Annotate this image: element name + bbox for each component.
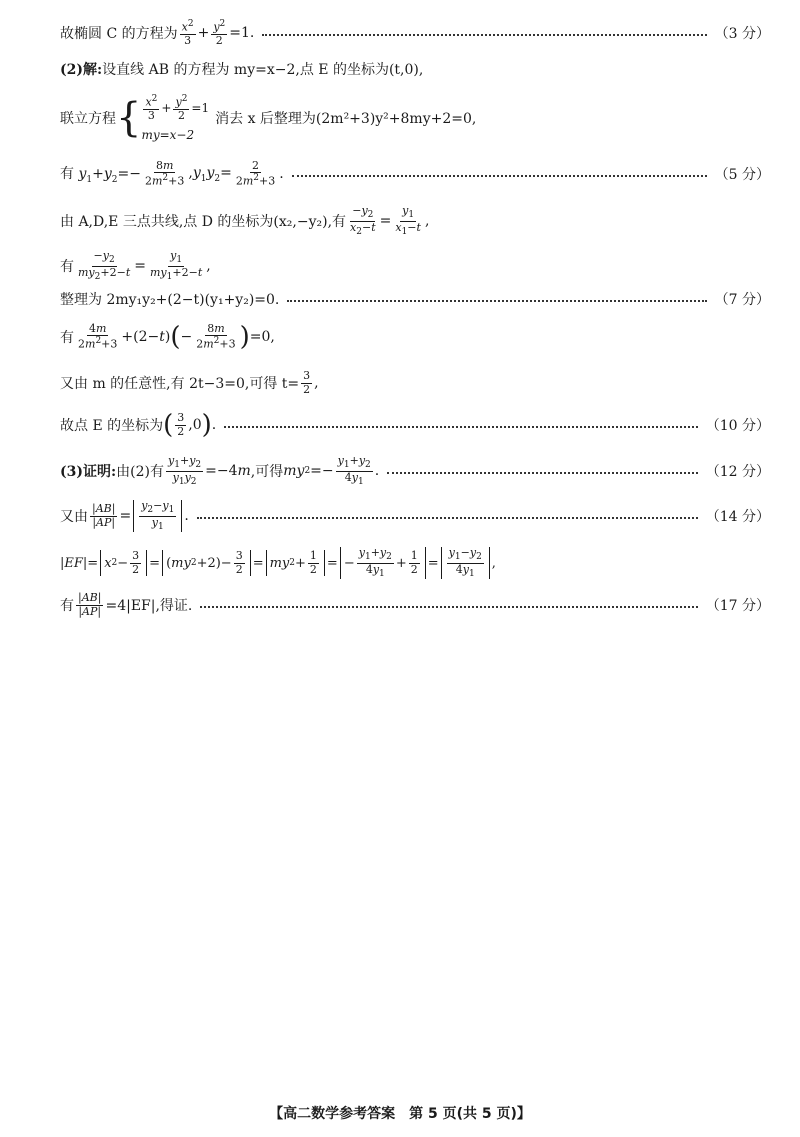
line-4: 有 $y_1+y_2=-$ $\frac{8m}{2m^2+3}$ $,y_1y_2=$ $\frac{2}{2m^2+3}$ . （5 分） — [60, 158, 770, 188]
score-10: （10 分） — [705, 418, 770, 434]
score-14: （14 分） — [705, 509, 770, 525]
dot-leader — [262, 34, 706, 36]
line-12: 又由 $\frac{|AB|}{|AP|}$ = $\frac{y_2-y_1}{y_1}$ . （14 分） — [60, 498, 770, 532]
score-5: （5 分） — [714, 167, 770, 183]
score-12: （12 分） — [705, 464, 770, 480]
score-3: （3 分） — [714, 26, 770, 42]
line-10: 故点 E 的坐标为 ( $\frac{3}{2}$ ,0 ) . （10 分） — [60, 410, 770, 440]
line-13: |EF|= x 2 − $\frac{3}{2}$ = ( my 2 +2)− $\frac{3}{2}$ = my 2 + $\frac{1}{2}$ = − $\frac{y_1+y_2}{4y_1}$ + $\frac{1}{2}$ = $\frac{y_1-y_2}{4y_1}$ , — [60, 545, 496, 579]
dot-leader — [387, 472, 698, 474]
dot-leader — [200, 606, 697, 608]
dot-leader — [197, 517, 698, 519]
page-footer: 【高二数学参考答案 第 5 页(共 5 页)】 — [269, 1106, 531, 1122]
line-7: 整理为 2my₁y₂+(2−t)(y₁+y₂)=0. （7 分） — [60, 288, 770, 310]
dot-leader — [292, 175, 707, 177]
dot-leader — [224, 426, 697, 428]
line-3: 联立方程 { $\frac{x^2}{3}$ + $\frac{y^2}{2}$ =1 my=x−2 消去 x 后整理为(2m²+3)y²+8my+2=0, — [60, 93, 477, 143]
line-9: 又由 m 的任意性,有 2t−3=0,可得 t= $\frac{3}{2}$ , — [60, 368, 319, 396]
line-2: (2)解: 设直线 AB 的方程为 my=x−2,点 E 的坐标为(t,0), — [60, 62, 424, 78]
line-6: 有 $\frac{-y_2}{my_2+2-t}$ = $\frac{y_1}{my_1+2-t}$ , — [60, 248, 211, 282]
line-11: (3)证明: 由(2)有 $\frac{y_1+y_2}{y_1y_2}$ =−4 m ,可得 my 2 =− $\frac{y_1+y_2}{4y_1}$ . （12 分） — [60, 453, 770, 487]
line-14: 有 $\frac{|AB|}{|AP|}$ =4|EF|,得证. （17 分） — [60, 590, 770, 618]
equation-system: { $\frac{x^2}{3}$ + $\frac{y^2}{2}$ =1 my=x−2 — [116, 93, 210, 143]
line-1: 故椭圆 C 的方程为 $\frac{x^2}{3}$ + $\frac{y^2}{2}$ =1. （3 分） — [60, 18, 770, 47]
dot-leader — [287, 300, 706, 302]
score-17: （17 分） — [705, 598, 770, 614]
line-5: 由 A,D,E 三点共线,点 D 的坐标为(x₂,−y₂),有 $\frac{-y_2}{x_2-t}$ = $\frac{y_1}{x_1-t}$ , — [60, 203, 430, 237]
line-8: 有 $\frac{4m}{2m^2+3}$ +(2− t ) ( − $\frac{8m}{2m^2+3}$ ) =0, — [60, 321, 275, 352]
score-7: （7 分） — [714, 292, 770, 308]
